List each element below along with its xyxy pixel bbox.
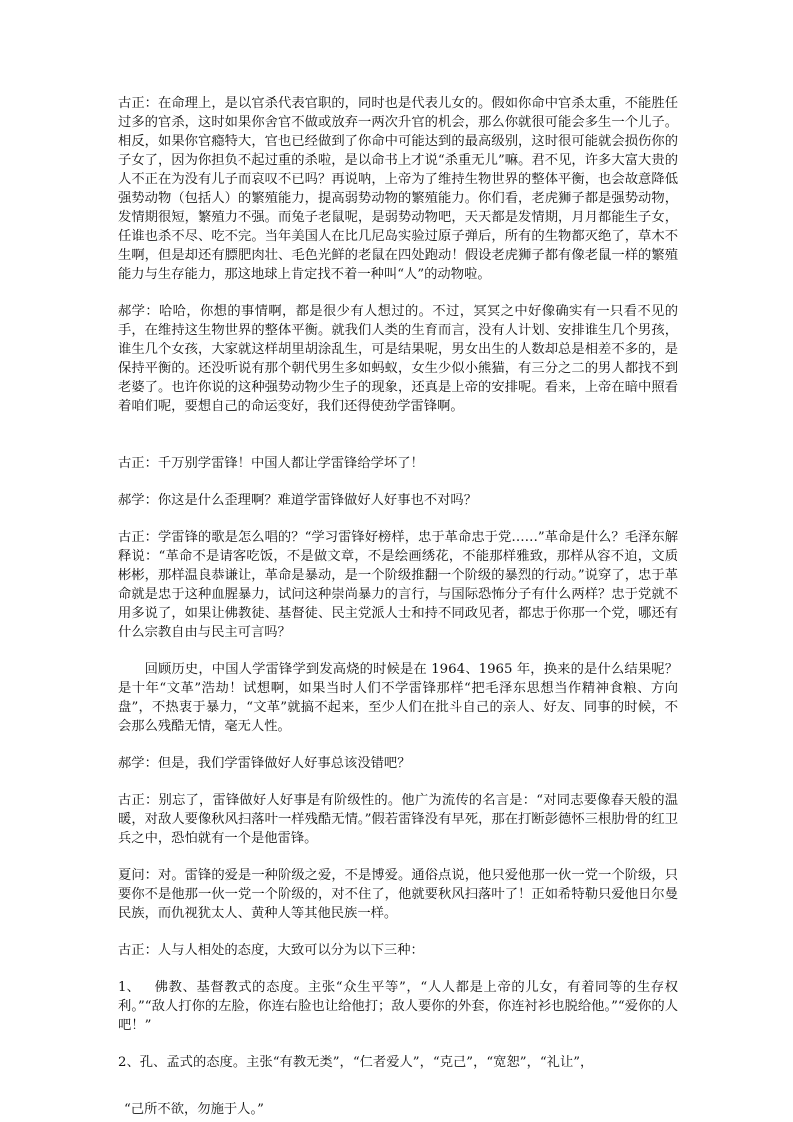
paragraph-hao-xue-2: 郝学：你这是什么歪理啊？难道学雷锋做好人好事也不对吗？ <box>118 493 478 508</box>
paragraph-xia-wen: 夏问：对。雷锋的爱是一种阶级之爱，不是博爱。通俗点说，他只爱他那一伙一党一个阶级，只要你不是他那一伙一党一个阶级的，对不住了，他就要秋风扫落叶了！正如希特勒只爱他日尔曼民族，而仇视犹太人、黄种人等其他民族一样。 <box>118 868 678 921</box>
list-item-1 <box>118 978 678 1035</box>
paragraph-hao-xue-3: 郝学：但是，我们学雷锋做好人好事总该没错吧？ <box>118 756 411 771</box>
document-page <box>118 94 678 1119</box>
paragraph-gu-zheng-1: 古正：在命理上，是以官杀代表官职的，同时也是代表儿女的。假如你命中官杀太重，不能胜任过多的官杀，这时如果你舍官不做或放弃一两次升官的机会，那么你就很可能会多生一个儿子。相反，如果你官瘾特大，官也已经做到了你命中可能达到的最高级别，这时很可能就会损伤你的子女了，因为你担负不起过重的杀啦，是以命书上才说“杀重无儿”嘛。君不见，许多大富大贵的人不正在为没有儿子而哀叹不已吗？再说呐，上帝为了维持生物世界的整体平衡，也会故意降低强势动物（包括人）的繁殖能力，提高弱势动物的繁殖能力。你们看，老虎狮子都是强势动物，发情期很短，繁殖力不强。而兔子老鼠呢，是弱势动物吧，天天都是发情期，月月都能生子女，任谁也杀不尽、吃不完。当年美国人在比几尼岛实验过原子弹后，所有的生物都灭绝了，草木不生啊，但是却还有膘肥肉壮、毛色光鲜的老鼠在四处跑动！假设老虎狮子都有像老鼠一样的繁殖能力与生存能力，那这地球上肯定找不着一种叫“人”的动物啦。 <box>118 96 678 282</box>
list-text: 孔、孟式的态度。主张“有教无类”，“仁者爱人”，“克己”，“宽恕”，“礼让”， <box>139 1055 594 1070</box>
list-text: 佛教、基督教式的态度。主张“众生平等”，“人人都是上帝的儿女，有着同等的生存权利。”“敌人打你的左脸，你连右脸也让给他打；敌人要你的外套，你连衬衫也脱给他。”“爱你的人吧！” <box>118 980 678 1033</box>
list-number: 1、 <box>118 980 140 995</box>
paragraph-gu-zheng-5: 古正：人与人相处的态度，大致可以分为以下三种： <box>118 943 424 958</box>
quote-tail: “己所不欲，勿施于人。” <box>124 1102 264 1117</box>
list-item-2 <box>118 1053 678 1072</box>
paragraph-gu-zheng-3: 古正：学雷锋的歌是怎么唱的？“学习雷锋好榜样，忠于革命忠于党……”革命是什么？毛泽东解释说：“革命不是请客吃饭，不是做文章，不是绘画绣花，不能那样雅致，那样从容不迫，文质彬彬，那样温良恭谦让，革命是暴动，是一个阶级推翻一个阶级的暴烈的行动。”说穿了，忠于革命就是忠于这种血腥暴力，试问这种崇尚暴力的言行，与国际恐怖分子有什么两样？忠于党就不用多说了，如果让佛教徒、基督徒、民主党派人士和持不同政见者，都忠于你那一个党，哪还有什么宗教自由与民主可言吗？ <box>118 530 678 640</box>
section-gap <box>118 434 678 454</box>
paragraph-hao-xue-1: 郝学：哈哈，你想的事情啊，都是很少有人想过的。不过，冥冥之中好像确实有一只看不见的手，在维持这生物世界的整体平衡。就我们人类的生育而言，没有人计划、安排谁生几个男孩，谁生几个女孩，大家就这样胡里胡涂乱生，可是结果呢，男女出生的人数却总是相差不多的，是保持平衡的。还没听说有那个朝代男生多如蚂蚁，女生少似小熊猫，有三分之二的男人都找不到老婆了。也许你说的这种强势动物少生子的现象，还真是上帝的安排呢。看来，上帝在暗中照看着咱们呢，要想自己的命运变好，我们还得使劲学雷锋啊。 <box>118 304 678 414</box>
list-number: 2、 <box>118 1055 140 1070</box>
paragraph-gu-zheng-2: 古正：千万别学雷锋！中国人都让学雷锋给学坏了！ <box>118 456 424 471</box>
paragraph-history: 回顾历史，中国人学雷锋学到发高烧的时候是在 1964、1965 年，换来的是什么结果呢？是十年“文革”浩劫！试想啊，如果当时人们不学雷锋那样“把毛泽东思想当作精神食粮、方向盘”，不热衷于暴力，“文革”就搞不起来，至少人们在批斗自己的亲人、好友、同事的时候，不会那么残酷无情，毫无人性。 <box>118 662 678 734</box>
paragraph-gu-zheng-4: 古正：别忘了，雷锋做好人好事是有阶级性的。他广为流传的名言是：“对同志要像春天般的温暖，对敌人要像秋风扫落叶一样残酷无情。”假若雷锋没有早死，那在打断彭德怀三根肋骨的红卫兵之中，恐怕就有一个是他雷锋。 <box>118 793 678 846</box>
